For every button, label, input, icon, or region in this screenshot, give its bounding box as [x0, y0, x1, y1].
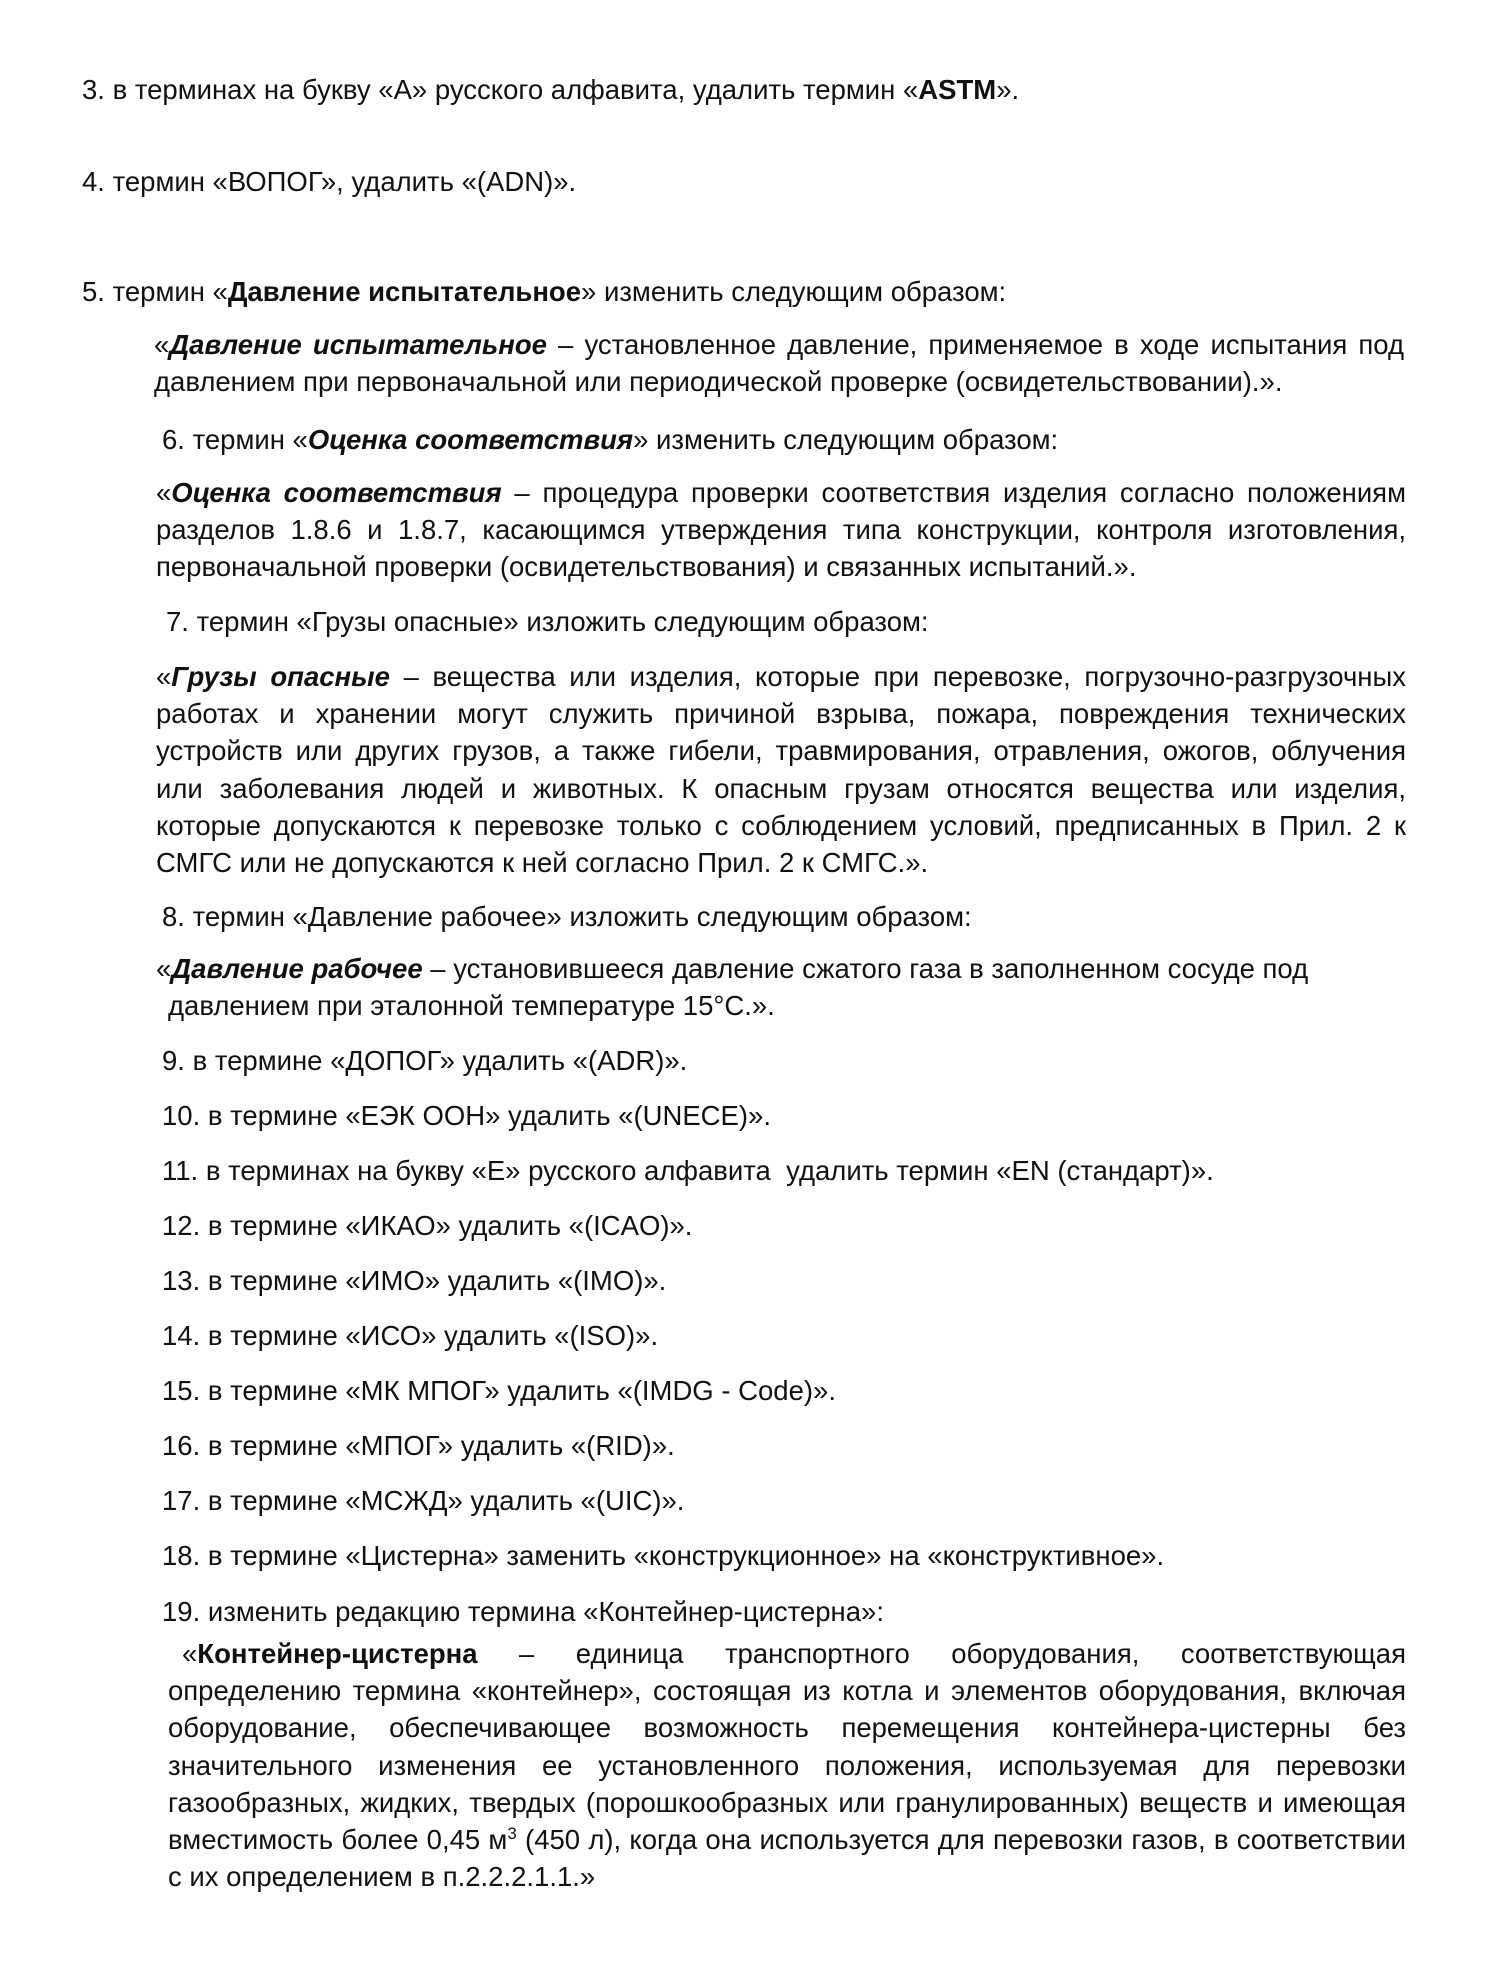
item-3-term: ASTM [918, 74, 997, 105]
quote-open: « [154, 329, 170, 360]
item-5 [82, 276, 1006, 308]
item-5-text: 5. термин « [82, 276, 228, 307]
definition-term: Давление испытательное [169, 329, 547, 360]
definition-term: Давление рабочее [171, 953, 423, 984]
definition-term: Контейнер-цистерна [197, 1638, 478, 1669]
definition-term: Оценка соответствия [171, 477, 502, 508]
quote-open: « [156, 953, 172, 984]
item-6 [162, 424, 1058, 456]
definition-tank-container [168, 1635, 1406, 1895]
item-8: 8. термин «Давление рабочее» изложить следующим образом: [162, 901, 972, 932]
item-3-tail: ». [996, 74, 1020, 105]
definition-conformity-assessment [156, 474, 1406, 586]
item-6-tail: » изменить следующим образом: [633, 424, 1059, 455]
item-5-term: Давление испытательное [227, 276, 582, 307]
item-15: 15. в термине «МК МПОГ» удалить «(IMDG - Code)». [162, 1375, 836, 1406]
item-16: 16. в термине «МПОГ» удалить «(RID)». [162, 1430, 675, 1461]
definition-body: – процедура проверки соответствия изделия согласно положениям разделов 1.8.6 и 1.8.7, касающимся утверждения типа конструкции, контроля изготовления, первоначальной проверки (освидетельствования) и связанных испытаний.». [156, 477, 1406, 583]
item-7: 7. термин «Грузы опасные» изложить следующим образом: [166, 606, 929, 637]
quote-open: « [182, 1638, 198, 1669]
definition-body: – установившееся давление сжатого газа в заполненном сосуде под [422, 953, 1309, 984]
definition-test-pressure [154, 326, 1404, 400]
definition-body-end: (450 л), когда она используется для перевозки газов, в соответствии с их определением в п.2.2.2.1.1.» [168, 1824, 1406, 1893]
item-11: 11. в терминах на букву «Е» русского алфавита удалить термин «EN (стандарт)». [162, 1155, 1214, 1186]
item-13: 13. в термине «ИМО» удалить «(IMO)». [162, 1265, 667, 1296]
definition-body: – установленное давление, применяемое в ходе испытания под давлением при первоначальной или периодической проверке (освидетельствовании).». [154, 329, 1405, 398]
item-3-text: 3. в терминах на букву «А» русского алфавита, удалить термин « [82, 74, 919, 105]
item-9: 9. в термине «ДОПОГ» удалить «(ADR)». [162, 1045, 688, 1076]
item-18: 18. в термине «Цистерна» заменить «конструкционное» на «конструктивное». [162, 1540, 1165, 1571]
item-14: 14. в термине «ИСО» удалить «(ISO)». [162, 1320, 659, 1351]
item-6-term: Оценка соответствия [307, 424, 634, 455]
item-3 [82, 74, 1019, 106]
superscript-3: 3 [507, 1823, 517, 1843]
item-4: 4. термин «ВОПОГ», удалить «(ADN)». [82, 166, 577, 197]
definition-body: – единица транспортного оборудования, соответствующая определению термина «контейнер», состоящая из котла и элементов оборудования, включая оборудование, обеспечивающее возможность перемещения контейнера-цистерны без значительного изменения ее установленного положения, используемая для перевозки газообразных, жидких, твердых (порошкообразных или гранулированных) веществ и имеющая вместимость более 0,45 м [168, 1638, 1406, 1856]
quote-open: « [156, 661, 172, 692]
definition-body: – вещества или изделия, которые при перевозке, погрузочно-разгрузочных работах и хранении могут служить причиной взрыва, пожара, повреждения технических устройств или других грузов, а также гибели, травмирования, отравления, ожогов, облучения или заболевания людей и животных. К опасным грузам относятся вещества или изделия, которые допускаются к перевозке только с соблюдением условий, предписанных в Прил. 2 к СМГС или не допускаются к ней согласно Прил. 2 к СМГС.». [156, 661, 1406, 879]
item-19: 19. изменить редакцию термина «Контейнер-цистерна»: [162, 1596, 884, 1627]
definition-working-pressure-line2: давлением при эталонной температуре 15°С.». [168, 990, 775, 1021]
item-12: 12. в термине «ИКАО» удалить «(ICAO)». [162, 1210, 693, 1241]
definition-working-pressure-line1 [156, 953, 1308, 985]
item-10: 10. в термине «ЕЭК ООН» удалить «(UNECE)». [162, 1100, 771, 1131]
item-6-text: 6. термин « [162, 424, 308, 455]
quote-open: « [156, 477, 172, 508]
item-5-tail: » изменить следующим образом: [581, 276, 1007, 307]
definition-term: Грузы опасные [171, 661, 390, 692]
definition-dangerous-goods [156, 658, 1406, 881]
item-17: 17. в термине «МСЖД» удалить «(UIC)». [162, 1485, 685, 1516]
